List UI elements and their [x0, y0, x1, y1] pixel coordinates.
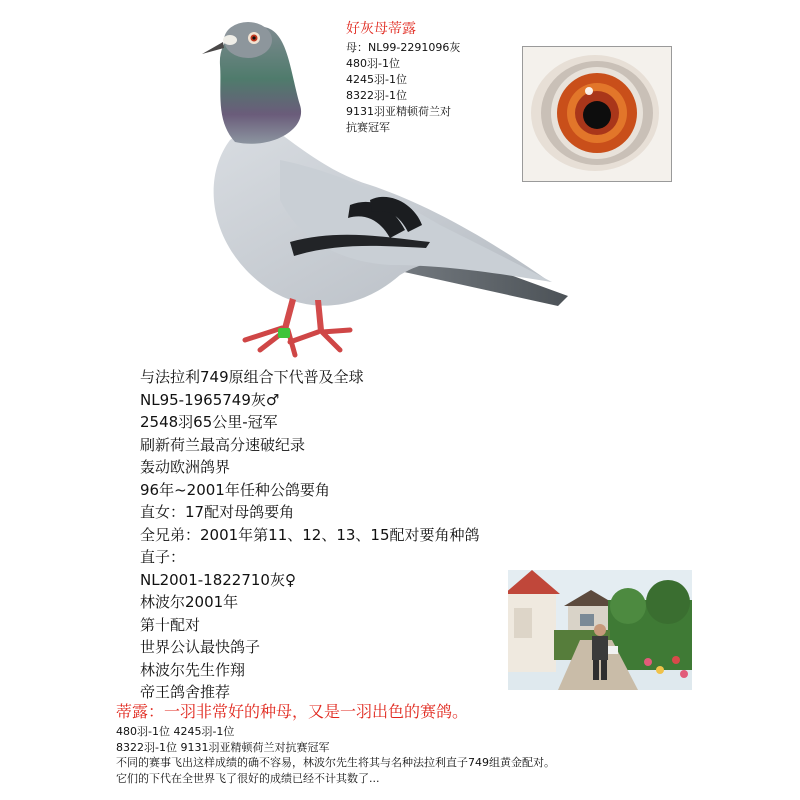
summary-line: 它们的下代在全世界飞了很好的成绩已经不计其数了... — [116, 771, 380, 785]
summary-line: 不同的赛事飞出这样成绩的确不容易，林波尔先生将其与名种法拉利直子749组黄金配对。 — [116, 756, 555, 769]
description-line: 直女：17配对母鸽要角 — [140, 503, 295, 521]
description-line: 林波尔先生作翔 — [140, 660, 246, 679]
description-line: 世界公认最快鸽子 — [140, 638, 261, 656]
mother-line: 480羽-1位 — [346, 57, 400, 70]
description-line: 第十配对 — [140, 615, 201, 634]
mother-line: 抗赛冠军 — [346, 121, 390, 134]
description-line: 96年~2001年任种公鸽要角 — [140, 480, 330, 499]
description-line: NL95-1965749灰♂ — [140, 390, 280, 409]
description-line: 2548羽65公里-冠军 — [140, 413, 278, 431]
mother-line: 4245羽-1位 — [346, 73, 407, 86]
eye-photo — [522, 46, 672, 182]
footer-summary — [116, 702, 786, 786]
breeder-photo-image — [508, 570, 692, 690]
mother-line: 9131羽亚精顿荷兰对 — [346, 105, 451, 118]
mother-info — [346, 20, 516, 136]
description-line: 直子： — [140, 548, 186, 566]
mother-line: 母：NL99-2291096灰 — [346, 41, 461, 54]
breeder-photo — [508, 570, 692, 690]
main-description — [140, 366, 520, 704]
description-line: 帝王鸽舍推荐 — [140, 683, 231, 701]
mother-line: 8322羽-1位 — [346, 89, 407, 102]
eye-image — [523, 47, 671, 181]
description-line: 刷新荷兰最高分速破纪录 — [140, 435, 306, 454]
summary-line: 8322羽-1位 9131羽亚精顿荷兰对抗赛冠军 — [116, 740, 330, 754]
summary-headline: 蒂露：一羽非常好的种母，又是一羽出色的赛鸽。 — [116, 702, 469, 721]
description-line: 林波尔2001年 — [140, 593, 239, 611]
description-line: 全兄弟：2001年第11、12、13、15配对要角种鸽 — [140, 525, 480, 544]
description-line: NL2001-1822710灰♀ — [140, 570, 296, 589]
description-line: 与法拉利749原组合下代普及全球 — [140, 368, 364, 386]
mother-title: 好灰母蒂露 — [346, 21, 416, 37]
summary-line: 480羽-1位 4245羽-1位 — [116, 725, 235, 738]
description-line: 轰动欧洲鸽界 — [140, 458, 231, 476]
